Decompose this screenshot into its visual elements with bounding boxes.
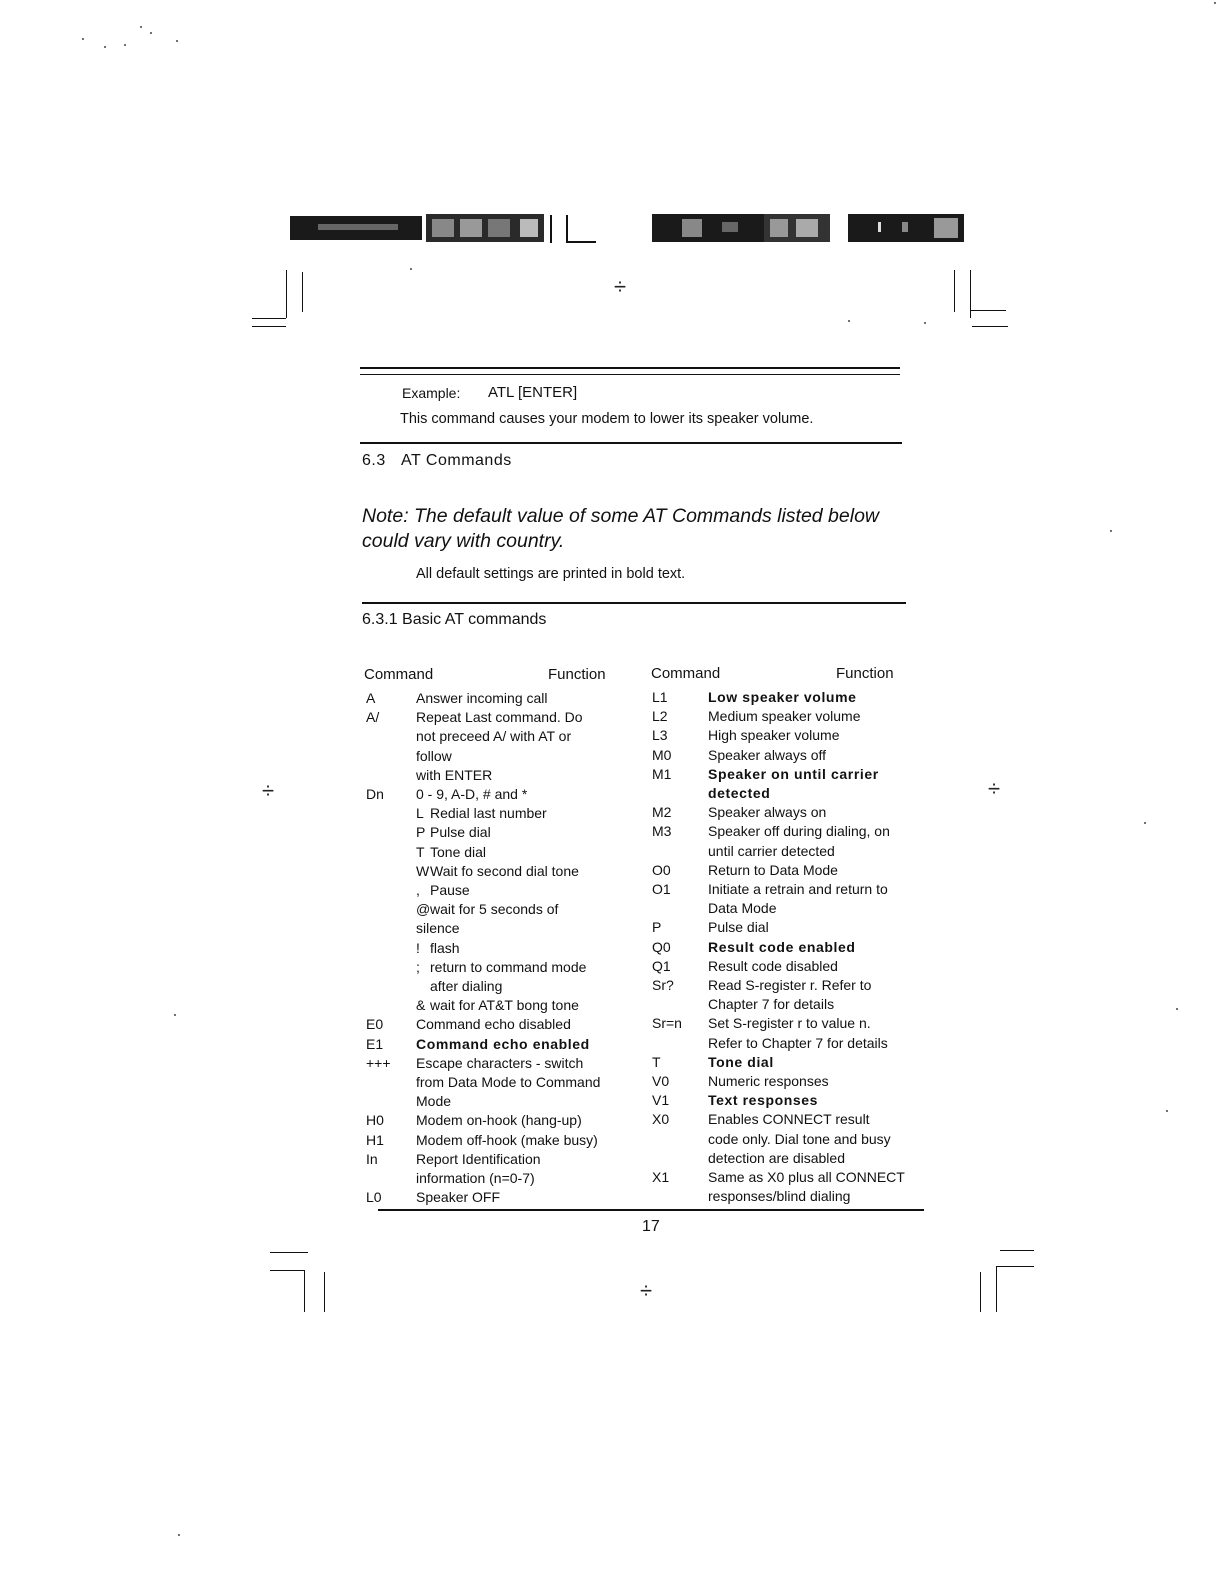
- command-code: X0: [652, 1111, 670, 1128]
- command-function: Escape characters - switch: [416, 1054, 584, 1071]
- registration-mark-bottom: ÷: [640, 1278, 653, 1303]
- note-line-1: Note: The default value of some AT Commands listed below: [362, 505, 879, 527]
- command-function: Modem off-hook (make busy): [416, 1131, 598, 1148]
- dial-modifier: ,: [416, 882, 420, 898]
- example-command: ATL [ENTER]: [488, 384, 578, 401]
- header-right-command: Command: [651, 665, 721, 682]
- command-function: with ENTER: [416, 766, 493, 783]
- command-code: E1: [366, 1035, 384, 1052]
- command-function: until carrier detected: [708, 842, 835, 859]
- dial-modifier: ;: [416, 958, 420, 975]
- command-code: M3: [652, 823, 672, 840]
- command-function: Low speaker volume: [708, 689, 857, 705]
- command-code: O0: [652, 861, 671, 878]
- command-code: Sr=n: [652, 1015, 682, 1032]
- dial-modifier: !: [416, 939, 420, 956]
- command-function: 0 - 9, A-D, # and *: [416, 786, 528, 802]
- command-code: X1: [652, 1169, 670, 1185]
- command-code: L3: [652, 727, 668, 744]
- command-function: Repeat Last command. Do: [416, 709, 583, 726]
- command-code: Q1: [652, 957, 671, 974]
- command-code: T: [652, 1053, 661, 1070]
- command-code: V0: [652, 1073, 670, 1089]
- header-right-function: Function: [836, 665, 894, 682]
- command-code: A: [366, 690, 376, 706]
- registration-mark-left: ÷: [262, 778, 275, 803]
- command-code: M2: [652, 804, 672, 821]
- example-label: Example:: [402, 385, 461, 401]
- command-code: A/: [366, 709, 380, 726]
- dial-modifier: &: [416, 997, 426, 1014]
- command-function: Tone dial: [708, 1053, 774, 1070]
- command-function: Tone dial: [430, 843, 487, 860]
- command-code: In: [366, 1150, 378, 1167]
- command-function: Report Identification: [416, 1150, 541, 1167]
- command-function: return to command mode: [430, 958, 587, 975]
- command-function: information (n=0-7): [416, 1170, 535, 1186]
- command-function: Read S-register r. Refer to: [708, 977, 872, 993]
- command-function: Same as X0 plus all CONNECT: [708, 1169, 905, 1185]
- command-function: Enables CONNECT result: [708, 1111, 870, 1128]
- command-code: Q0: [652, 938, 671, 955]
- section-title: AT Commands: [401, 452, 512, 469]
- command-function: Speaker off during dialing, on: [708, 823, 890, 840]
- command-function: Wait fo second dial tone: [430, 862, 579, 879]
- command-function: Refer to Chapter 7 for details: [708, 1034, 888, 1051]
- example-bottom-rule: [360, 442, 902, 444]
- command-function: Set S-register r to value n.: [708, 1015, 871, 1032]
- dial-modifier: L: [416, 805, 424, 822]
- example-description: This command causes your modem to lower its speaker volume.: [400, 411, 814, 427]
- command-function: detection are disabled: [708, 1149, 845, 1166]
- dial-modifier: T: [416, 843, 425, 860]
- table-bottom-rule: [378, 1209, 924, 1211]
- command-function: after dialing: [430, 978, 503, 994]
- command-function: Answer incoming call: [416, 690, 548, 706]
- command-code: O1: [652, 881, 671, 897]
- command-function: Medium speaker volume: [708, 708, 861, 725]
- command-function: from Data Mode to Command: [416, 1074, 601, 1090]
- dial-modifier: P: [416, 824, 426, 841]
- command-function: Data Mode: [708, 900, 777, 917]
- command-code: H0: [366, 1112, 384, 1129]
- command-function: Modem on-hook (hang-up): [416, 1112, 582, 1129]
- command-code: L1: [652, 689, 668, 705]
- command-code: L2: [652, 708, 668, 725]
- command-code: E0: [366, 1016, 384, 1033]
- command-function: High speaker volume: [708, 727, 840, 744]
- command-function: Command echo disabled: [416, 1016, 571, 1033]
- section-number: 6.3: [362, 452, 386, 469]
- subsection-title: 6.3.1 Basic AT commands: [362, 611, 547, 628]
- command-function: responses/blind dialing: [708, 1188, 851, 1205]
- example-top-rule: [360, 367, 900, 369]
- command-function: not preceed A/ with AT or: [416, 728, 572, 745]
- command-function: Command echo enabled: [416, 1035, 590, 1052]
- subsection-rule: [362, 602, 906, 604]
- page-number: 17: [642, 1218, 660, 1235]
- header-left-function: Function: [548, 666, 606, 683]
- command-function: flash: [430, 939, 460, 956]
- command-function: Return to Data Mode: [708, 861, 838, 878]
- command-code: Sr?: [652, 977, 674, 993]
- command-function: Pulse dial: [708, 919, 769, 936]
- command-function: follow: [416, 747, 452, 764]
- command-function: Chapter 7 for details: [708, 996, 835, 1013]
- command-code: M0: [652, 746, 672, 763]
- command-code: P: [652, 919, 662, 936]
- command-function: code only. Dial tone and busy: [708, 1130, 891, 1147]
- command-code: L0: [366, 1189, 382, 1206]
- command-function: Redial last number: [430, 805, 547, 822]
- note-line-2: could vary with country.: [362, 530, 565, 552]
- command-code: V1: [652, 1092, 670, 1109]
- command-code: +++: [366, 1054, 391, 1071]
- command-function: wait for 5 seconds of: [430, 901, 559, 918]
- example-top-rule-thin: [360, 374, 900, 375]
- dial-modifier: W: [416, 862, 430, 879]
- command-function: Result code disabled: [708, 957, 838, 974]
- command-function: wait for AT&T bong tone: [430, 997, 579, 1014]
- command-function: Text responses: [708, 1092, 819, 1109]
- command-function: Pause: [430, 882, 470, 898]
- command-function: Speaker on until carrier: [708, 765, 879, 782]
- command-function: Result code enabled: [708, 938, 856, 955]
- command-function: Speaker always on: [708, 804, 827, 821]
- command-function: Mode: [416, 1093, 452, 1110]
- command-code: Dn: [366, 786, 384, 802]
- command-function: Initiate a retrain and return to: [708, 881, 888, 897]
- dial-modifier: @: [416, 901, 431, 918]
- command-function: Pulse dial: [430, 824, 491, 841]
- command-code: H1: [366, 1131, 384, 1148]
- command-function: silence: [416, 920, 460, 937]
- command-function: detected: [708, 785, 771, 801]
- registration-mark-right: ÷: [988, 776, 1001, 801]
- header-left-command: Command: [364, 666, 434, 683]
- command-function: Speaker always off: [708, 746, 827, 763]
- command-code: M1: [652, 765, 672, 782]
- defaults-line: All default settings are printed in bold text.: [416, 566, 686, 582]
- registration-mark-top: ÷: [614, 274, 627, 299]
- command-function: Numeric responses: [708, 1073, 829, 1089]
- command-function: Speaker OFF: [416, 1189, 501, 1206]
